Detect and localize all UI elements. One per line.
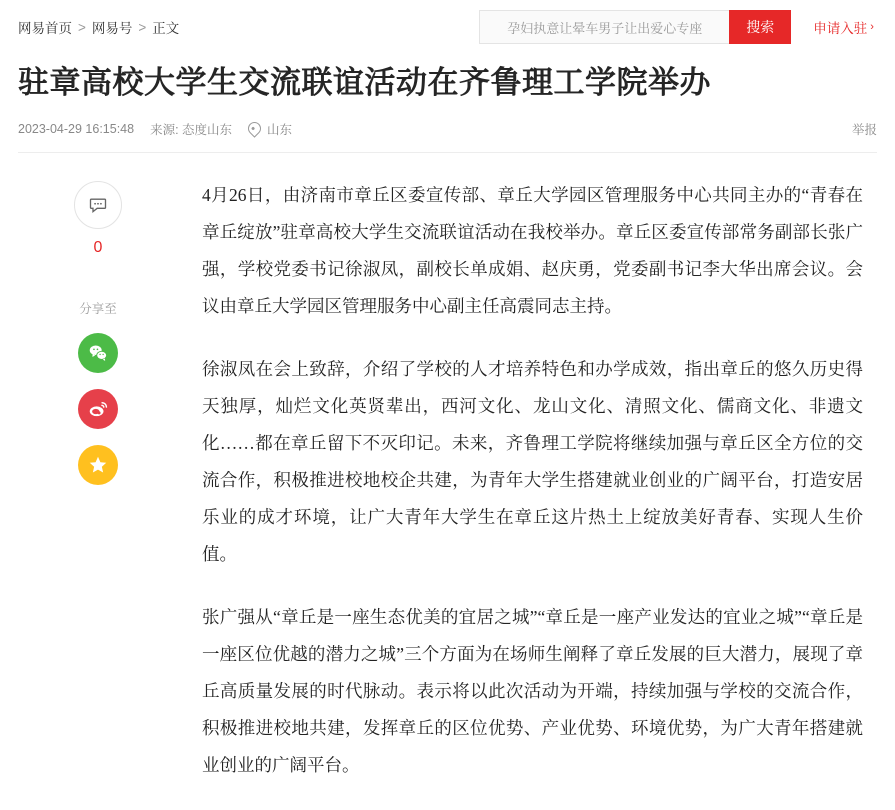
- article-paragraph: 张广强从“章丘是一座生态优美的宜居之城”“章丘是一座产业发达的宜业之城”“章丘是一座区位优越的潜力之城”三个方面为在场师生阐释了章丘发展的巨大潜力，展现了章丘高质量发展的时代脉动。表示将以此次活动为开端，持续加强与学校的交流合作，积极推进校地共建，发挥章丘的区位优势、产业优势、环境优势，为广大青年搭建就业创业的广阔平台。: [202, 607, 863, 775]
- publish-datetime: 2023-04-29 16:15:48: [18, 122, 135, 136]
- breadcrumb-separator: >: [78, 19, 86, 35]
- search-button[interactable]: 搜索: [729, 10, 791, 44]
- article-source: 来源: 态度山东: [150, 123, 233, 137]
- breadcrumb-item-home[interactable]: 网易首页: [18, 21, 72, 36]
- star-icon: [87, 454, 109, 476]
- article-paragraph: 4月26日，由济南市章丘区委宣传部、章丘大学园区管理服务中心共同主办的“青春在章丘绽放”驻章高校大学生交流联谊活动在我校举办。章丘区委宣传部常务副部长张广强，学校党委书记徐淑凤，副校长单成娟、赵庆勇，党委副书记李大华出席会议。会议由章丘大学园区管理服务中心副主任高震同志主持。: [202, 185, 863, 316]
- article-paragraph: 徐淑凤在会上致辞，介绍了学校的人才培养特色和办学成效，指出章丘的悠久历史得天独厚，灿烂文化英贤辈出，西河文化、龙山文化、清照文化、儒商文化、非遗文化……都在章丘留下不灭印记。未来，齐鲁理工学院将继续加强与章丘区全方位的交流合作，积极推进校地校企共建，为青年大学生搭建就业创业的广阔平台，打造安居乐业的成才环境，让广大青年大学生在章丘这片热土上绽放美好青春、实现人生价值。: [202, 359, 863, 564]
- location-pin-icon: [245, 119, 263, 137]
- weibo-glyph-icon: [87, 398, 109, 420]
- article-meta: [0, 106, 895, 138]
- article-text: [178, 153, 877, 810]
- breadcrumb-item-current: 正文: [152, 21, 180, 36]
- breadcrumb-item-channel[interactable]: 网易号: [91, 21, 133, 36]
- share-qzone-icon[interactable]: [78, 445, 118, 485]
- comment-icon: [88, 195, 108, 215]
- apply-entry-link[interactable]: [813, 17, 874, 37]
- chevron-right-icon: ›: [870, 21, 874, 33]
- article-body-wrap: [0, 153, 895, 810]
- comment-count: 0: [93, 239, 103, 256]
- left-action-rail: [18, 153, 178, 810]
- search-input[interactable]: [479, 10, 729, 44]
- article-location: [248, 120, 292, 138]
- search-box: [479, 10, 791, 44]
- share-wechat-icon[interactable]: [78, 333, 118, 373]
- report-button[interactable]: 举报: [851, 123, 877, 137]
- wechat-glyph-icon: [87, 342, 109, 364]
- breadcrumb: [18, 17, 179, 37]
- comment-button[interactable]: [74, 181, 122, 229]
- page-title: 驻章高校大学生交流联谊活动在齐鲁理工学院举办: [18, 65, 711, 100]
- article-location-label: 山东: [267, 123, 293, 137]
- share-label: 分享至: [79, 302, 117, 316]
- apply-entry-label: 申请入驻: [813, 21, 868, 36]
- top-bar: [0, 0, 895, 54]
- breadcrumb-separator: >: [138, 19, 147, 35]
- share-weibo-icon[interactable]: [78, 389, 118, 429]
